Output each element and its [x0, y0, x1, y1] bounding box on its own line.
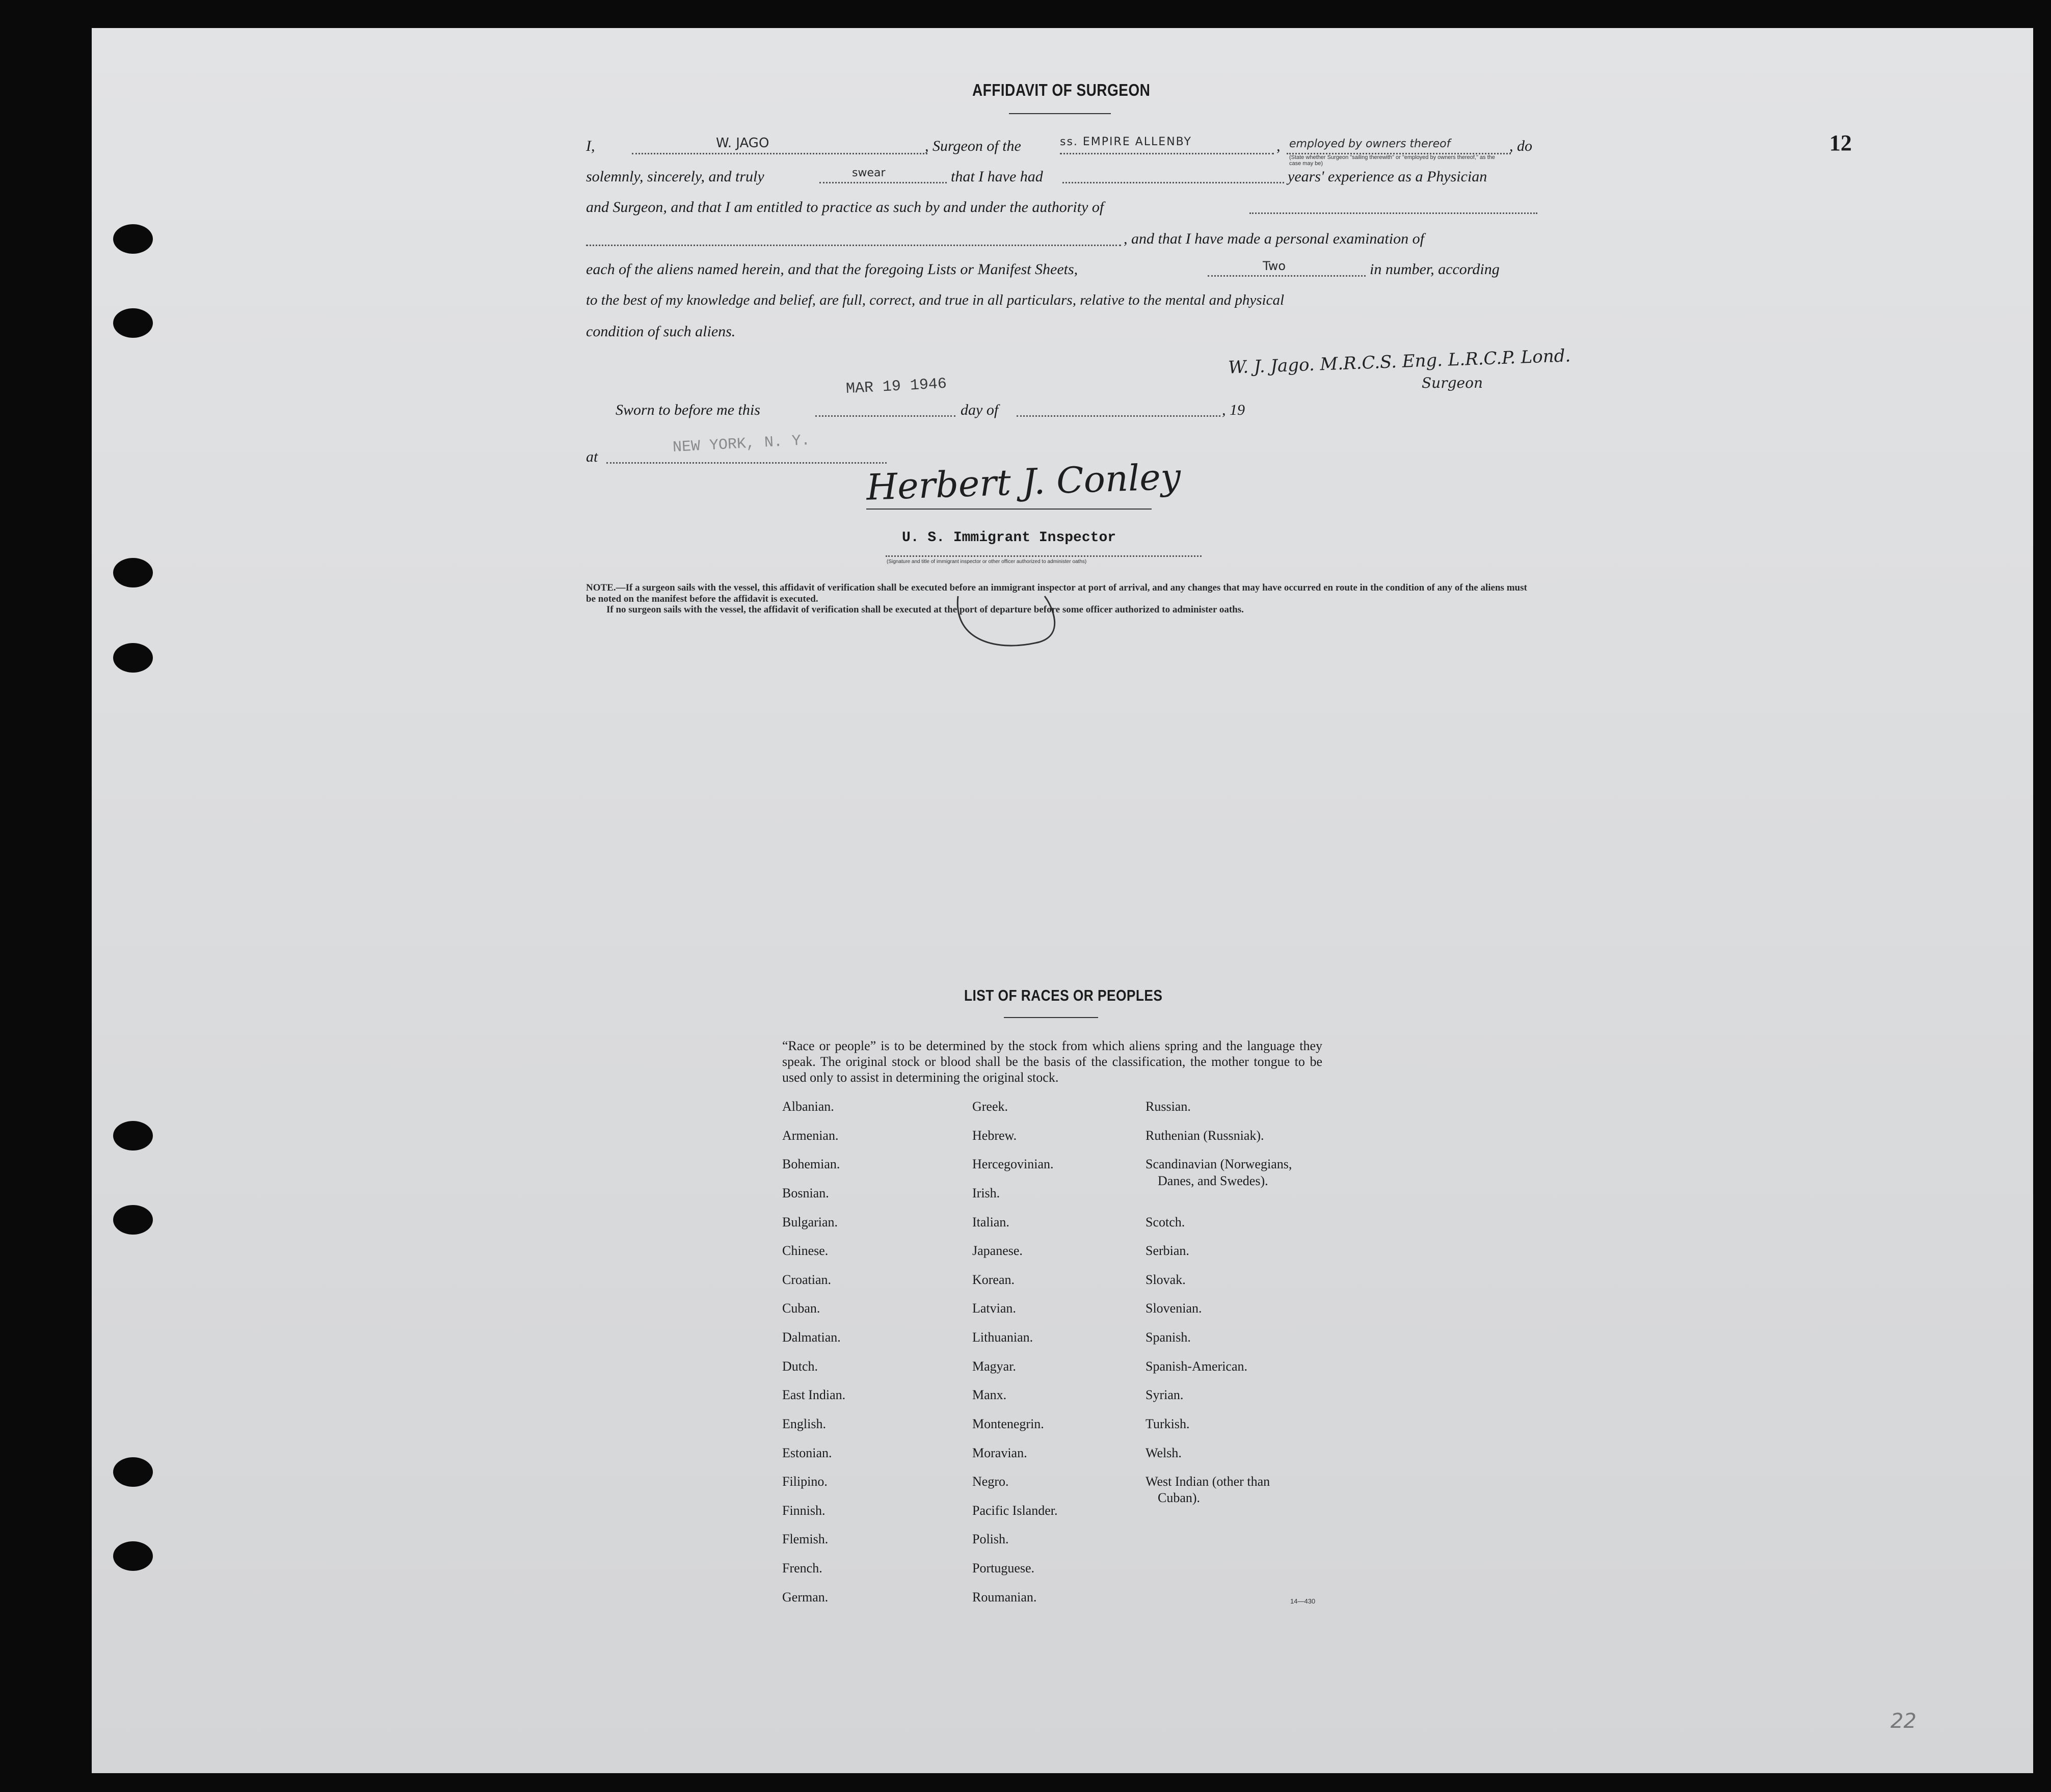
inspector-signature: Herbert J. Conley [865, 456, 1182, 509]
blank-ship [1060, 153, 1274, 154]
text-at: at [586, 448, 598, 465]
title-line [886, 555, 1202, 557]
form-number: 14—430 [1290, 1597, 1316, 1605]
blank-sheets [1208, 275, 1366, 277]
list-item: Cuban). [1158, 1490, 1201, 1505]
races-title: LIST OF RACES OR PEOPLES [964, 986, 1163, 1004]
blank-authority-cont [586, 245, 1121, 246]
list-item: Cuban. [782, 1301, 820, 1316]
list-item: Russian. [1146, 1099, 1191, 1114]
text-that-i-have-had: that I have had [951, 168, 1043, 185]
list-item: Moravian. [972, 1446, 1027, 1460]
document-sheet [92, 28, 2033, 1773]
surgeon-signature-line2: Surgeon [1422, 375, 1483, 391]
punch-hole [113, 308, 153, 338]
list-item: Italian. [972, 1215, 1009, 1229]
list-item: Serbian. [1146, 1243, 1189, 1258]
list-item: German. [782, 1590, 829, 1604]
list-item: Irish. [972, 1186, 1000, 1200]
list-item: English. [782, 1416, 826, 1431]
text-best-of-knowledge: to the best of my knowledge and belief, are full, correct, and true in all particulars, relative to the mental and physical [586, 292, 1285, 308]
blank-place [606, 462, 887, 464]
text-sworn: Sworn to before me this [616, 402, 760, 418]
employment-note: (State whether Surgeon "sailing therewith" or "employed by owners thereof," as the case may be) [1289, 154, 1495, 167]
punch-hole [113, 1457, 153, 1487]
page-number: 12 [1829, 130, 1852, 155]
list-item: Japanese. [972, 1243, 1023, 1258]
list-item: Lithuanian. [972, 1330, 1033, 1345]
handwritten-oath: swear [852, 167, 886, 179]
handwritten-sheets: Two [1263, 259, 1286, 273]
list-item: Portuguese. [972, 1561, 1035, 1575]
stamp-place: NEW YORK, N. Y. [672, 432, 811, 457]
list-item: Chinese. [782, 1243, 829, 1258]
list-item: Turkish. [1146, 1416, 1190, 1431]
list-item: Korean. [972, 1272, 1015, 1287]
handwritten-ship: ss. EMPIRE ALLENBY [1060, 136, 1192, 148]
list-item: French. [782, 1561, 822, 1575]
inspector-title: U. S. Immigrant Inspector [902, 530, 1116, 546]
blank-years [1062, 182, 1284, 183]
list-item: Finnish. [782, 1503, 825, 1518]
title-rule [1009, 113, 1111, 114]
inspector-caption: (Signature and title of immigrant inspector or other officer authorized to administer oaths) [887, 559, 1087, 565]
list-item: West Indian (other than [1146, 1474, 1270, 1489]
list-item: Greek. [972, 1099, 1008, 1114]
list-item: Scandinavian (Norwegians, [1146, 1157, 1292, 1171]
handwritten-employment: employed by owners thereof [1289, 138, 1451, 150]
list-item: Montenegrin. [972, 1416, 1044, 1431]
races-title-rule [1004, 1017, 1098, 1018]
blank-month [1017, 415, 1220, 417]
list-item: Estonian. [782, 1446, 832, 1460]
punch-hole [113, 1121, 153, 1151]
stamp-date: MAR 19 1946 [845, 375, 947, 398]
list-item: Negro. [972, 1474, 1009, 1489]
punch-hole [113, 1541, 153, 1571]
list-item: Filipino. [782, 1474, 828, 1489]
text-do: , do [1509, 138, 1532, 154]
punch-hole [113, 558, 153, 587]
list-item: Bohemian. [782, 1157, 840, 1171]
text-nineteen: , 19 [1222, 402, 1245, 418]
list-item: East Indian. [782, 1387, 846, 1402]
list-item: Hercegovinian. [972, 1157, 1054, 1171]
text-in-number: in number, according [1370, 261, 1500, 278]
punch-hole [113, 643, 153, 673]
margin-mark: 22 [1890, 1709, 1916, 1733]
list-item: Bosnian. [782, 1186, 829, 1200]
text-and-surgeon: and Surgeon, and that I am entitled to practice as such by and under the authority of [586, 199, 1104, 216]
list-item: Syrian. [1146, 1387, 1184, 1402]
list-item: Polish. [972, 1532, 1009, 1546]
punch-hole [113, 224, 153, 254]
punch-hole [113, 1205, 153, 1235]
affidavit-title: AFFIDAVIT OF SURGEON [972, 81, 1151, 99]
races-intro: “Race or people” is to be determined by the stock from which aliens spring and the language they speak. The original stock or blood shall be the basis of the classification, the mother tongue to be used only to assist in determining the original stock. [782, 1038, 1322, 1085]
text-comma: , [1276, 138, 1281, 154]
list-item: Slovenian. [1146, 1301, 1202, 1316]
list-item: Scotch. [1146, 1215, 1185, 1229]
blank-sworn-day [815, 415, 955, 417]
text-each-alien: each of the aliens named herein, and that the foregoing Lists or Manifest Sheets, [586, 261, 1078, 278]
list-item: Armenian. [782, 1128, 839, 1143]
list-item: Ruthenian (Russniak). [1146, 1128, 1264, 1143]
list-item: Spanish. [1146, 1330, 1191, 1345]
blank-oath [819, 182, 947, 183]
list-item: Dalmatian. [782, 1330, 841, 1345]
list-item: Bulgarian. [782, 1215, 838, 1229]
blank-name [632, 153, 927, 154]
text-day-of: day of [961, 402, 999, 418]
text-condition: condition of such aliens. [586, 323, 736, 340]
list-item: Spanish-American. [1146, 1359, 1248, 1374]
list-item: Slovak. [1146, 1272, 1186, 1287]
list-item: Magyar. [972, 1359, 1016, 1374]
list-item: Dutch. [782, 1359, 818, 1374]
list-item: Manx. [972, 1387, 1007, 1402]
text-years-experience: years' experience as a Physician [1288, 168, 1487, 185]
list-item: Latvian. [972, 1301, 1016, 1316]
text-i: I, [586, 138, 595, 154]
surgeon-signature: W. J. Jago. M.R.C.S. Eng. L.R.C.P. Lond. [1228, 345, 1571, 378]
list-item: Danes, and Swedes). [1158, 1173, 1268, 1188]
list-item: Welsh. [1146, 1446, 1182, 1460]
blank-authority [1249, 212, 1537, 214]
handwritten-name: W. JAGO [716, 136, 769, 151]
signature-line [866, 509, 1152, 510]
list-item: Croatian. [782, 1272, 832, 1287]
list-item: Roumanian. [972, 1590, 1037, 1604]
list-item: Albanian. [782, 1099, 834, 1114]
text-surgeon-of: , Surgeon of the [925, 138, 1021, 154]
text-solemnly: solemnly, sincerely, and truly [586, 168, 764, 185]
note-surgeon-sails: NOTE.—If a surgeon sails with the vessel, this affidavit of verification shall be executed before an immigrant inspector at port of arrival, and any changes that may have occurred en route in the condition of any of the aliens must be noted on the manifest before the affidavit is executed. [586, 582, 1527, 604]
list-item: Hebrew. [972, 1128, 1017, 1143]
text-personal-examination: , and that I have made a personal examination of [1124, 230, 1424, 247]
list-item: Flemish. [782, 1532, 829, 1546]
list-item: Pacific Islander. [972, 1503, 1058, 1518]
note-no-surgeon: If no surgeon sails with the vessel, the affidavit of verification shall be executed at the port of departure before some officer authorized to administer oaths. [606, 604, 1244, 615]
